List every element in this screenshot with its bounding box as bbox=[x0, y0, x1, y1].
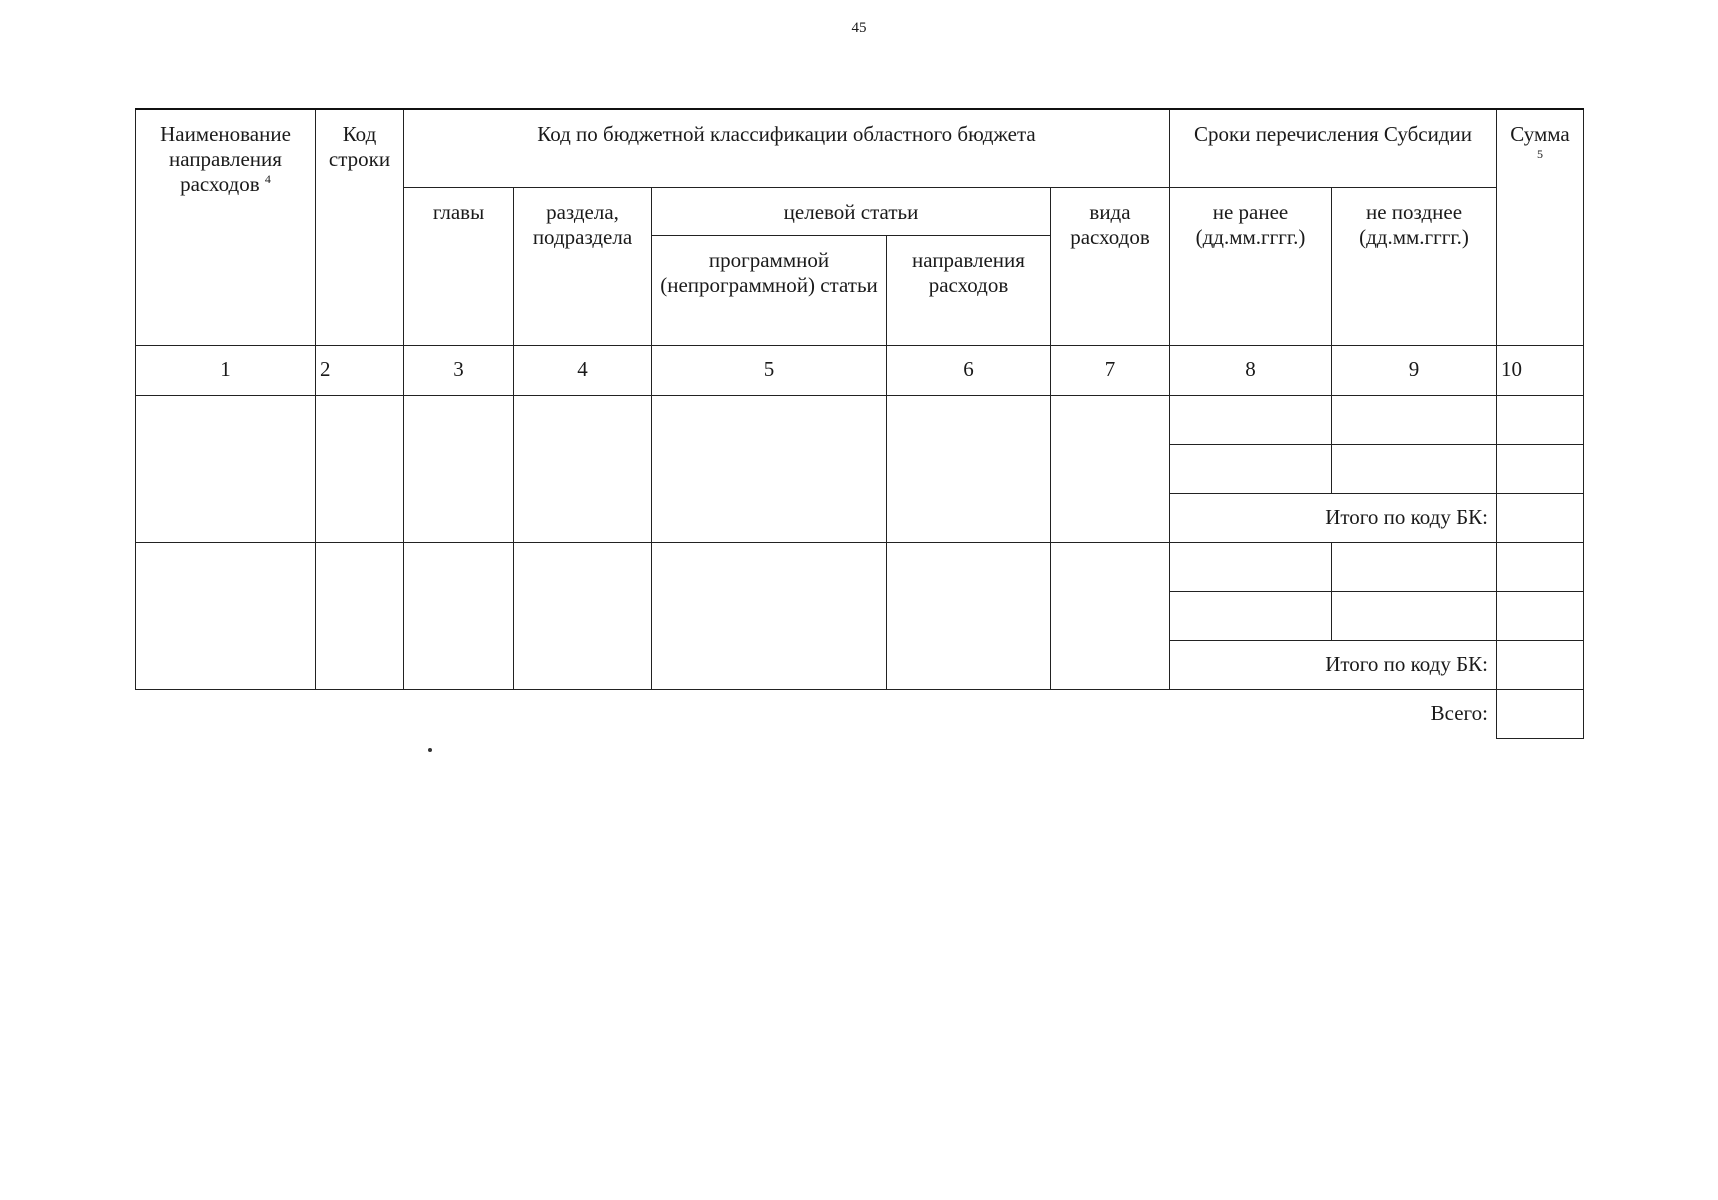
cell-chapter bbox=[404, 542, 514, 689]
cell-expense-type bbox=[1051, 395, 1170, 542]
subtotal-label: Итого по коду БК: bbox=[1170, 640, 1497, 689]
header-not-earlier: не ранее (дд.мм.гггг.) bbox=[1170, 187, 1332, 345]
header-expense-name: Наименование направления расходов $^4$ bbox=[136, 109, 316, 345]
header-program-article: программной (непрограммной) статьи bbox=[652, 235, 887, 345]
cell-not-earlier bbox=[1170, 542, 1332, 591]
cell-not-later bbox=[1332, 395, 1497, 444]
cell-sum bbox=[1497, 395, 1584, 444]
cell-program-article bbox=[652, 542, 887, 689]
cell-row-code bbox=[316, 395, 404, 542]
cell-section bbox=[514, 542, 652, 689]
subtotal-sum-cell bbox=[1497, 640, 1584, 689]
col-number-6: 6 bbox=[887, 345, 1051, 395]
cell-expense-name bbox=[136, 395, 316, 542]
grand-total-sum-cell bbox=[1497, 689, 1584, 738]
cell-sum bbox=[1497, 591, 1584, 640]
cell-program-article bbox=[652, 395, 887, 542]
cell-expense-direction bbox=[887, 542, 1051, 689]
col-number-4: 4 bbox=[514, 345, 652, 395]
header-row-code: Код строки bbox=[316, 109, 404, 345]
cell-not-later bbox=[1332, 444, 1497, 493]
subtotal-sum-cell bbox=[1497, 493, 1584, 542]
col-number-9: 9 bbox=[1332, 345, 1497, 395]
header-transfer-terms: Сроки перечисления Субсидии bbox=[1170, 109, 1497, 187]
header-budget-classification: Код по бюджетной классификации областного бюджета bbox=[404, 109, 1170, 187]
cell-sum bbox=[1497, 542, 1584, 591]
table-row bbox=[136, 542, 1584, 591]
col-number-2: 2 bbox=[316, 345, 404, 395]
cell-not-later bbox=[1332, 591, 1497, 640]
cell-not-earlier bbox=[1170, 395, 1332, 444]
footnote-4: 4 bbox=[264, 172, 271, 187]
cell-row-code bbox=[316, 542, 404, 689]
grand-total-row bbox=[136, 689, 1584, 738]
scan-speck bbox=[428, 748, 432, 752]
header-expense-direction: направления расходов bbox=[887, 235, 1051, 345]
cell-not-later bbox=[1332, 542, 1497, 591]
page-number: 45 bbox=[851, 20, 867, 36]
header-expense-type: вида расходов bbox=[1051, 187, 1170, 345]
col-number-1: 1 bbox=[136, 345, 316, 395]
col-number-8: 8 bbox=[1170, 345, 1332, 395]
header-section: раздела, подраздела bbox=[514, 187, 652, 345]
subsidy-form-table bbox=[135, 108, 1584, 739]
col-number-5: 5 bbox=[652, 345, 887, 395]
cell-sum bbox=[1497, 444, 1584, 493]
cell-expense-name bbox=[136, 542, 316, 689]
col-number-3: 3 bbox=[404, 345, 514, 395]
col-number-10: 10 bbox=[1497, 345, 1584, 395]
header-chapter: главы bbox=[404, 187, 514, 345]
footnote-5: 5 bbox=[1537, 147, 1543, 162]
header-not-later: не позднее (дд.мм.гггг.) bbox=[1332, 187, 1497, 345]
cell-expense-type bbox=[1051, 542, 1170, 689]
cell-not-earlier bbox=[1170, 444, 1332, 493]
table-row bbox=[136, 395, 1584, 444]
cell-not-earlier bbox=[1170, 591, 1332, 640]
subtotal-label: Итого по коду БК: bbox=[1170, 493, 1497, 542]
header-sum: Сумма $^5$ bbox=[1497, 109, 1584, 345]
cell-chapter bbox=[404, 395, 514, 542]
col-number-7: 7 bbox=[1051, 345, 1170, 395]
cell-section bbox=[514, 395, 652, 542]
cell-expense-direction bbox=[887, 395, 1051, 542]
header-target-article: целевой статьи bbox=[652, 187, 1051, 235]
grand-total-label: Всего: bbox=[136, 689, 1497, 738]
